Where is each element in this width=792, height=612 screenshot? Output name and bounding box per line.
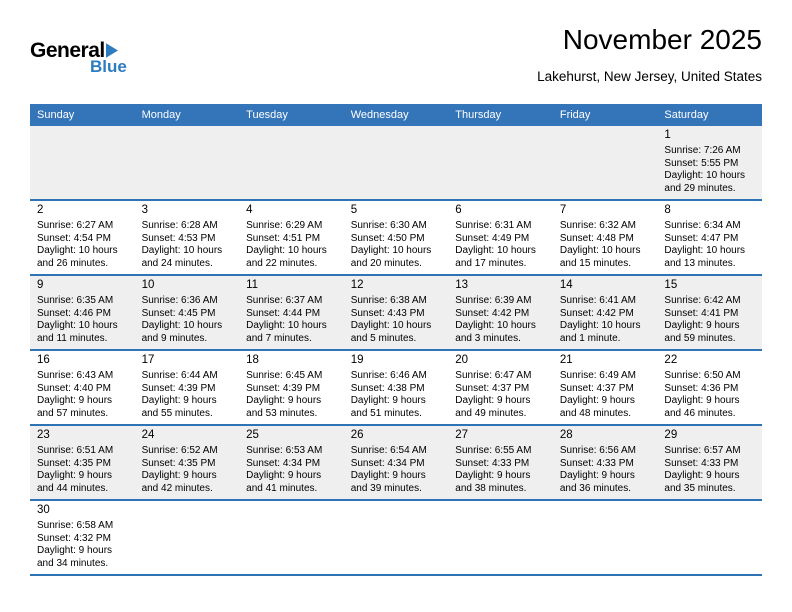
day-detail-line: and 13 minutes.: [664, 257, 736, 269]
day-detail-line: Sunset: 4:48 PM: [559, 232, 634, 244]
day-detail-line: Daylight: 10 hours: [559, 245, 641, 256]
day-detail-line: Daylight: 10 hours: [664, 170, 746, 181]
day-detail-line: Daylight: 9 hours: [664, 470, 740, 481]
day-detail-line: Daylight: 9 hours: [559, 470, 635, 481]
day-detail-line: Daylight: 9 hours: [664, 395, 740, 406]
day-cell: [553, 276, 658, 349]
day-detail-line: Sunset: 4:40 PM: [37, 382, 111, 394]
day-detail-line: Sunset: 4:41 PM: [664, 307, 739, 319]
day-number: 15: [664, 279, 678, 291]
day-detail-line: and 42 minutes.: [141, 482, 213, 494]
day-cell: [239, 201, 344, 274]
day-detail-line: Sunrise: 6:39 AM: [455, 295, 532, 306]
day-detail-line: Sunrise: 6:31 AM: [455, 220, 532, 231]
day-detail-line: Daylight: 9 hours: [37, 470, 113, 481]
day-cell: [657, 351, 762, 424]
day-cell: [344, 351, 449, 424]
day-detail-line: and 9 minutes.: [141, 332, 208, 344]
day-detail-line: Daylight: 9 hours: [350, 395, 426, 406]
day-detail-line: Sunset: 4:39 PM: [141, 382, 216, 394]
day-detail-line: Sunset: 4:37 PM: [559, 382, 634, 394]
day-detail-line: and 11 minutes.: [37, 332, 108, 344]
day-detail-line: and 57 minutes.: [37, 407, 109, 419]
day-number: 17: [141, 354, 155, 366]
day-detail-line: and 1 minute.: [559, 332, 621, 344]
day-cell: [657, 276, 762, 349]
day-cell: [448, 351, 553, 424]
day-detail-line: Sunrise: 6:54 AM: [350, 445, 427, 456]
day-number: 10: [141, 279, 155, 291]
logo-text-general: General: [30, 39, 105, 62]
day-number: 6: [455, 204, 462, 216]
day-cell: [553, 426, 658, 499]
day-detail-line: Sunset: 4:53 PM: [141, 232, 216, 244]
day-detail-line: Sunrise: 6:38 AM: [350, 295, 427, 306]
day-detail-line: Sunrise: 6:44 AM: [141, 370, 218, 381]
page-header: [0, 0, 792, 104]
day-cell: [135, 426, 240, 499]
day-detail-line: Sunset: 4:44 PM: [246, 307, 321, 319]
day-number: 26: [350, 429, 364, 441]
week-row: [30, 426, 762, 501]
day-detail-line: Sunset: 4:35 PM: [37, 457, 111, 469]
day-number: 11: [246, 279, 259, 291]
calendar-grid: [30, 126, 762, 576]
day-detail-line: Sunset: 4:42 PM: [559, 307, 634, 319]
empty-day-cell: [448, 126, 553, 199]
day-detail-line: and 53 minutes.: [246, 407, 318, 419]
day-detail-line: Sunrise: 6:53 AM: [246, 445, 323, 456]
day-detail-line: Daylight: 10 hours: [246, 245, 327, 256]
day-detail-line: Sunset: 5:55 PM: [664, 157, 739, 169]
weekday-header-wednesday: Wednesday: [350, 109, 409, 121]
day-detail-line: and 17 minutes.: [455, 257, 527, 269]
day-cell: [448, 426, 553, 499]
day-cell: [30, 351, 135, 424]
day-detail-line: and 35 minutes.: [664, 482, 736, 494]
day-number: 25: [246, 429, 259, 441]
empty-day-cell: [448, 501, 553, 574]
day-detail-line: Sunset: 4:39 PM: [246, 382, 321, 394]
day-detail-line: Daylight: 10 hours: [455, 320, 536, 331]
day-detail-line: Sunset: 4:49 PM: [455, 232, 530, 244]
weekday-header-row: [30, 104, 762, 126]
day-detail-line: Daylight: 10 hours: [664, 245, 746, 256]
day-detail-line: Sunrise: 6:36 AM: [141, 295, 218, 306]
day-number: 27: [455, 429, 469, 441]
day-cell: [30, 501, 135, 574]
week-row: [30, 276, 762, 351]
day-detail-line: and 15 minutes.: [559, 257, 632, 269]
day-detail-line: Sunset: 4:33 PM: [455, 457, 530, 469]
empty-day-cell: [344, 501, 449, 574]
day-number: 24: [141, 429, 155, 441]
day-detail-line: Sunset: 4:51 PM: [246, 232, 321, 244]
location-subtitle: Lakehurst, New Jersey, United States: [537, 69, 762, 85]
day-detail-line: and 55 minutes.: [141, 407, 213, 419]
weekday-header-friday: Friday: [559, 109, 591, 121]
day-cell: [135, 351, 240, 424]
day-detail-line: and 44 minutes.: [37, 482, 109, 494]
week-row: [30, 126, 762, 201]
day-detail-line: and 3 minutes.: [455, 332, 521, 344]
day-detail-line: and 22 minutes.: [246, 257, 318, 269]
day-detail-line: Daylight: 9 hours: [455, 470, 531, 481]
day-detail-line: Sunrise: 6:51 AM: [37, 445, 114, 456]
weekday-header-monday: Monday: [141, 109, 181, 121]
day-number: 1: [664, 129, 671, 141]
day-detail-line: Sunrise: 6:32 AM: [559, 220, 636, 231]
day-cell: [135, 201, 240, 274]
day-detail-line: and 7 minutes.: [246, 332, 312, 344]
day-detail-line: Sunset: 4:36 PM: [664, 382, 739, 394]
day-detail-line: and 34 minutes.: [37, 557, 109, 569]
day-number: 4: [246, 204, 253, 216]
day-number: 8: [664, 204, 671, 216]
empty-day-cell: [553, 501, 658, 574]
day-cell: [553, 351, 658, 424]
day-detail-line: Daylight: 9 hours: [664, 320, 740, 331]
day-detail-line: Daylight: 9 hours: [246, 470, 322, 481]
title-block: [537, 24, 762, 84]
day-detail-line: and 41 minutes.: [246, 482, 318, 494]
day-number: 20: [455, 354, 469, 366]
day-detail-line: Sunrise: 6:52 AM: [141, 445, 218, 456]
day-detail-line: Sunset: 4:42 PM: [455, 307, 530, 319]
weekday-header-thursday: Thursday: [455, 109, 502, 121]
day-detail-line: Sunset: 4:37 PM: [455, 382, 530, 394]
day-cell: [239, 351, 344, 424]
day-cell: [657, 201, 762, 274]
day-number: 13: [455, 279, 469, 291]
day-cell: [30, 201, 135, 274]
day-detail-line: Daylight: 9 hours: [350, 470, 426, 481]
day-detail-line: Sunrise: 6:29 AM: [246, 220, 323, 231]
weekday-header-saturday: Saturday: [664, 109, 709, 121]
day-number: 30: [37, 504, 50, 516]
day-detail-line: Daylight: 10 hours: [350, 320, 432, 331]
day-detail-line: Sunrise: 6:47 AM: [455, 370, 532, 381]
day-number: 18: [246, 354, 259, 366]
day-detail-line: Sunrise: 6:49 AM: [559, 370, 636, 381]
day-detail-line: and 48 minutes.: [559, 407, 632, 419]
day-detail-line: Sunrise: 6:30 AM: [350, 220, 427, 231]
general-blue-logo: [30, 40, 127, 75]
day-cell: [239, 276, 344, 349]
day-number: 23: [37, 429, 50, 441]
day-detail-line: Daylight: 9 hours: [455, 395, 531, 406]
day-detail-line: Daylight: 10 hours: [559, 320, 641, 331]
day-cell: [344, 201, 449, 274]
day-detail-line: Sunrise: 6:35 AM: [37, 295, 114, 306]
day-detail-line: Sunset: 4:54 PM: [37, 232, 111, 244]
day-detail-line: and 26 minutes.: [37, 257, 109, 269]
day-detail-line: Sunrise: 6:55 AM: [455, 445, 532, 456]
day-cell: [448, 201, 553, 274]
weekday-header-sunday: Sunday: [37, 109, 75, 121]
day-detail-line: and 39 minutes.: [350, 482, 422, 494]
day-detail-line: Sunset: 4:38 PM: [350, 382, 425, 394]
day-detail-line: and 49 minutes.: [455, 407, 527, 419]
day-cell: [344, 276, 449, 349]
day-cell: [553, 201, 658, 274]
day-detail-line: Sunset: 4:33 PM: [664, 457, 739, 469]
day-cell: [30, 276, 135, 349]
weekday-header-tuesday: Tuesday: [246, 109, 288, 121]
day-detail-line: Sunrise: 6:28 AM: [141, 220, 218, 231]
day-detail-line: Sunrise: 6:45 AM: [246, 370, 323, 381]
day-number: 9: [37, 279, 44, 291]
day-detail-line: and 36 minutes.: [559, 482, 632, 494]
day-detail-line: Sunrise: 6:34 AM: [664, 220, 741, 231]
day-detail-line: and 29 minutes.: [664, 182, 736, 194]
day-detail-line: Sunset: 4:32 PM: [37, 532, 111, 544]
day-cell: [344, 426, 449, 499]
empty-day-cell: [344, 126, 449, 199]
day-detail-line: Daylight: 10 hours: [141, 320, 223, 331]
empty-day-cell: [239, 501, 344, 574]
day-detail-line: and 59 minutes.: [664, 332, 736, 344]
empty-day-cell: [657, 501, 762, 574]
day-detail-line: Sunset: 4:50 PM: [350, 232, 425, 244]
day-detail-line: Sunrise: 6:41 AM: [559, 295, 636, 306]
day-cell: [30, 426, 135, 499]
day-detail-line: Sunrise: 6:58 AM: [37, 520, 114, 531]
day-detail-line: Sunset: 4:34 PM: [246, 457, 321, 469]
day-number: 22: [664, 354, 678, 366]
day-detail-line: Daylight: 9 hours: [37, 545, 113, 556]
day-detail-line: Sunset: 4:47 PM: [664, 232, 739, 244]
day-detail-line: Sunset: 4:46 PM: [37, 307, 111, 319]
day-detail-line: Sunrise: 6:43 AM: [37, 370, 114, 381]
day-detail-line: Daylight: 9 hours: [559, 395, 635, 406]
day-detail-line: Sunrise: 6:37 AM: [246, 295, 323, 306]
day-number: 16: [37, 354, 50, 366]
week-row: [30, 501, 762, 576]
day-cell: [657, 126, 762, 199]
day-cell: [135, 276, 240, 349]
empty-day-cell: [30, 126, 135, 199]
day-number: 14: [559, 279, 573, 291]
day-detail-line: Sunrise: 6:42 AM: [664, 295, 741, 306]
day-detail-line: Daylight: 9 hours: [37, 395, 113, 406]
day-detail-line: Sunset: 4:34 PM: [350, 457, 425, 469]
day-detail-line: Sunrise: 6:56 AM: [559, 445, 636, 456]
day-detail-line: Sunrise: 6:57 AM: [664, 445, 741, 456]
day-detail-line: Daylight: 10 hours: [37, 245, 118, 256]
logo-text-blue: Blue: [90, 57, 127, 76]
day-detail-line: Daylight: 10 hours: [141, 245, 223, 256]
day-detail-line: and 24 minutes.: [141, 257, 213, 269]
day-detail-line: Daylight: 10 hours: [37, 320, 118, 331]
logo-triangle-icon: [106, 43, 118, 58]
day-detail-line: Sunrise: 6:46 AM: [350, 370, 427, 381]
day-number: 5: [350, 204, 358, 216]
day-detail-line: Daylight: 9 hours: [246, 395, 322, 406]
day-detail-line: Sunrise: 6:27 AM: [37, 220, 114, 231]
empty-day-cell: [239, 126, 344, 199]
month-title: November 2025: [562, 24, 762, 55]
day-detail-line: and 46 minutes.: [664, 407, 736, 419]
day-detail-line: and 20 minutes.: [350, 257, 422, 269]
day-detail-line: and 5 minutes.: [350, 332, 417, 344]
day-number: 19: [350, 354, 364, 366]
empty-day-cell: [135, 126, 240, 199]
empty-day-cell: [553, 126, 658, 199]
day-number: 2: [37, 204, 44, 216]
day-cell: [239, 426, 344, 499]
day-detail-line: Sunset: 4:45 PM: [141, 307, 216, 319]
day-cell: [657, 426, 762, 499]
day-detail-line: Sunset: 4:43 PM: [350, 307, 425, 319]
day-number: 21: [559, 354, 573, 366]
day-detail-line: and 51 minutes.: [350, 407, 422, 419]
day-number: 12: [350, 279, 364, 291]
week-row: [30, 351, 762, 426]
day-detail-line: Sunset: 4:35 PM: [141, 457, 216, 469]
day-number: 3: [141, 204, 148, 216]
day-cell: [448, 276, 553, 349]
day-number: 29: [664, 429, 678, 441]
empty-day-cell: [135, 501, 240, 574]
day-detail-line: Sunset: 4:33 PM: [559, 457, 634, 469]
day-detail-line: Daylight: 10 hours: [246, 320, 327, 331]
day-number: 28: [559, 429, 573, 441]
day-detail-line: Sunrise: 7:26 AM: [664, 145, 741, 156]
day-detail-line: and 38 minutes.: [455, 482, 527, 494]
day-detail-line: Daylight: 10 hours: [455, 245, 536, 256]
week-row: [30, 201, 762, 276]
day-detail-line: Sunrise: 6:50 AM: [664, 370, 741, 381]
day-detail-line: Daylight: 9 hours: [141, 395, 217, 406]
day-detail-line: Daylight: 10 hours: [350, 245, 432, 256]
day-number: 7: [559, 204, 567, 216]
day-detail-line: Daylight: 9 hours: [141, 470, 217, 481]
calendar: [30, 104, 762, 576]
